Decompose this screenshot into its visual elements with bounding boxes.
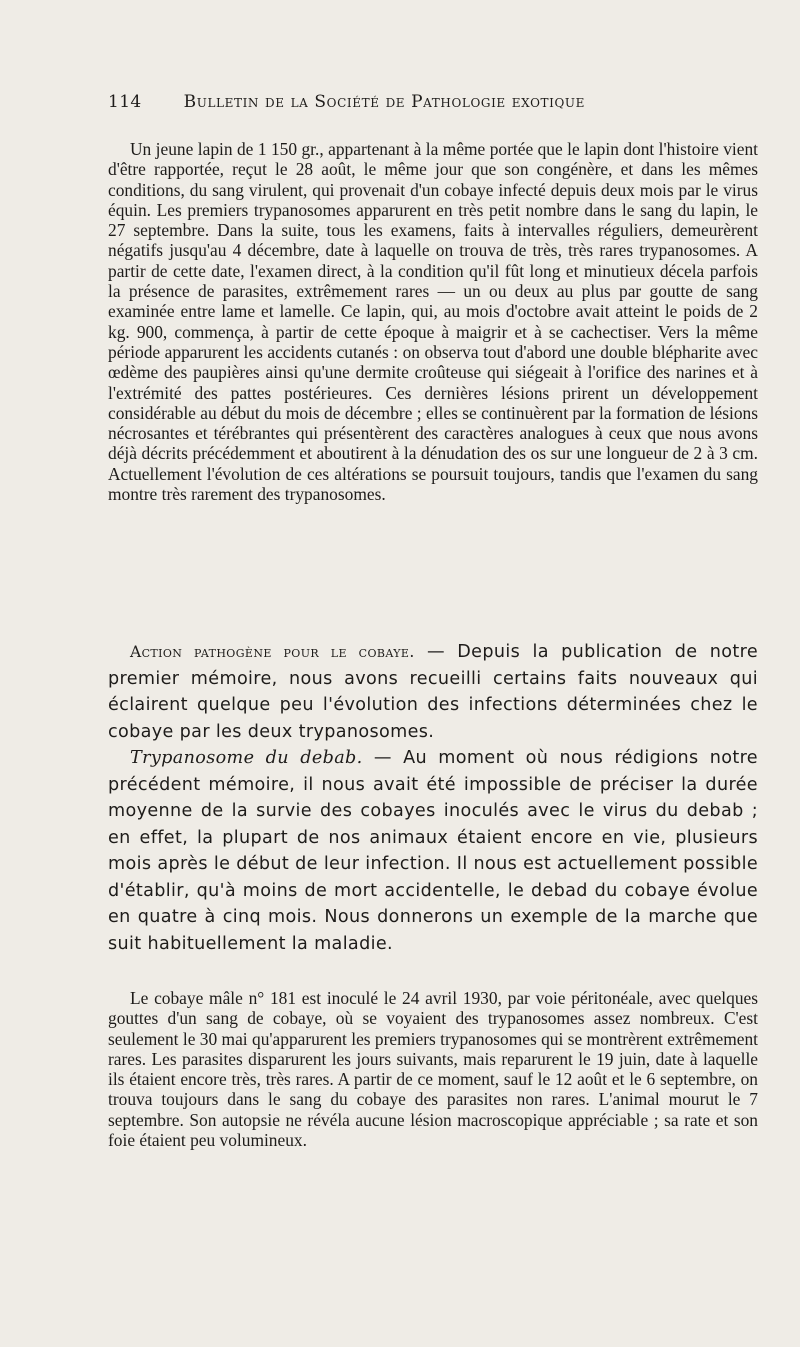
paragraph-text: Le cobaye mâle n° 181 est inoculé le 24 avril 1930, par voie péritonéale, avec quelques gouttes d'un sang de cobaye, où se voyaient des trypanosomes assez nombreux. C'est seulement le 30 mai qu'apparurent les premiers trypanosomes qui se montrèrent extrêmement rares. Les parasites disparurent les jours suivants, mais reparurent le 19 juin, date à laquelle ils étaient encore très, très rares. A partir de ce moment, sauf le 12 août et le 6 septembre, on trouva toujours dans le sang du cobaye des parasites non rares. L'animal mourut le 7 septembre. Son autopsie ne révéla aucune lésion macroscopique appréciable ; sa rate et son foie étaient peu volumineux. [108, 988, 758, 1151]
section-heading: Action pathogène pour le cobaye. [130, 643, 415, 661]
section-text: Depuis la publication de notre premier mémoire, nous avons recueilli certains faits nouveaux qui éclairent quelque peu l'évolution des infections déterminées chez le cobaye par les deux trypanosomes. [108, 642, 758, 742]
section-pathogenic-action [108, 639, 758, 957]
page-number: 114 [108, 92, 142, 112]
running-header [108, 92, 708, 112]
subsection-text: Au moment où nous rédigions notre précédent mémoire, il nous avait été impossible de préciser la durée moyenne de la survie des cobayes inoculés avec le virus du debab ; en effet, la plupart de nos animaux étaient encore en vie, plusieurs mois après le début de leur infection. Il nous est actuellement possible d'établir, qu'à moins de mort accidentelle, le debad du cobaye évolue en quatre à cinq mois. Nous donnerons un exemple de la marche que suit habituellement la maladie. [108, 748, 758, 954]
guinea-pig-case-paragraph [108, 988, 758, 1150]
rabbit-case-paragraph [108, 139, 758, 504]
heading-dash: — [414, 642, 458, 662]
subsection-paragraph [108, 745, 758, 957]
section-paragraph [108, 639, 758, 745]
subsection-heading: Trypanosome du debab. [130, 748, 363, 768]
paragraph-text: Un jeune lapin de 1 150 gr., appartenant à la même portée que le lapin dont l'histoire vient d'être rapportée, reçut le 28 août, le même jour que son congénère, et dans les mêmes conditions, du sang virulent, qui provenait d'un cobaye infecté depuis deux mois par le virus équin. Les premiers trypanosomes apparurent en très petit nombre dans le sang du lapin, le 27 septembre. Dans la suite, tous les examens, faits à intervalles réguliers, demeurèrent négatifs jusqu'au 4 décembre, date à laquelle on trouva de très, très rares trypanosomes. A partir de cette date, l'examen direct, à la condition qu'il fût long et minutieux décela parfois la présence de parasites, extrêmement rares — un ou deux au plus par goutte de sang examinée entre lame et lamelle. Ce lapin, qui, au mois d'octobre avait atteint le poids de 2 kg. 900, commença, à partir de cette époque à maigrir et à se cachectiser. Vers la même période apparurent les accidents cutanés : on observa tout d'abord une double blépharite avec œdème des paupières ainsi qu'une dermite croûteuse qui siégeait à l'orifice des narines et à l'extrémité des pattes postérieures. Ces dernières lésions prirent un développement considérable au début du mois de décembre ; elles se continuèrent par la formation de lésions nécrosantes et térébrantes qui présentèrent des caractères analogues à ceux que nous avons déjà décrits précédemment et aboutirent à la dénudation des os sur une longueur de 2 à 3 cm. Actuellement l'évolution de ces altérations se poursuit toujours, tandis que l'examen du sang montre très rarement des trypanosomes. [108, 139, 758, 505]
running-title: Bulletin de la Société de Pathologie exotique [183, 92, 585, 112]
subheading-dash: — [362, 748, 404, 768]
